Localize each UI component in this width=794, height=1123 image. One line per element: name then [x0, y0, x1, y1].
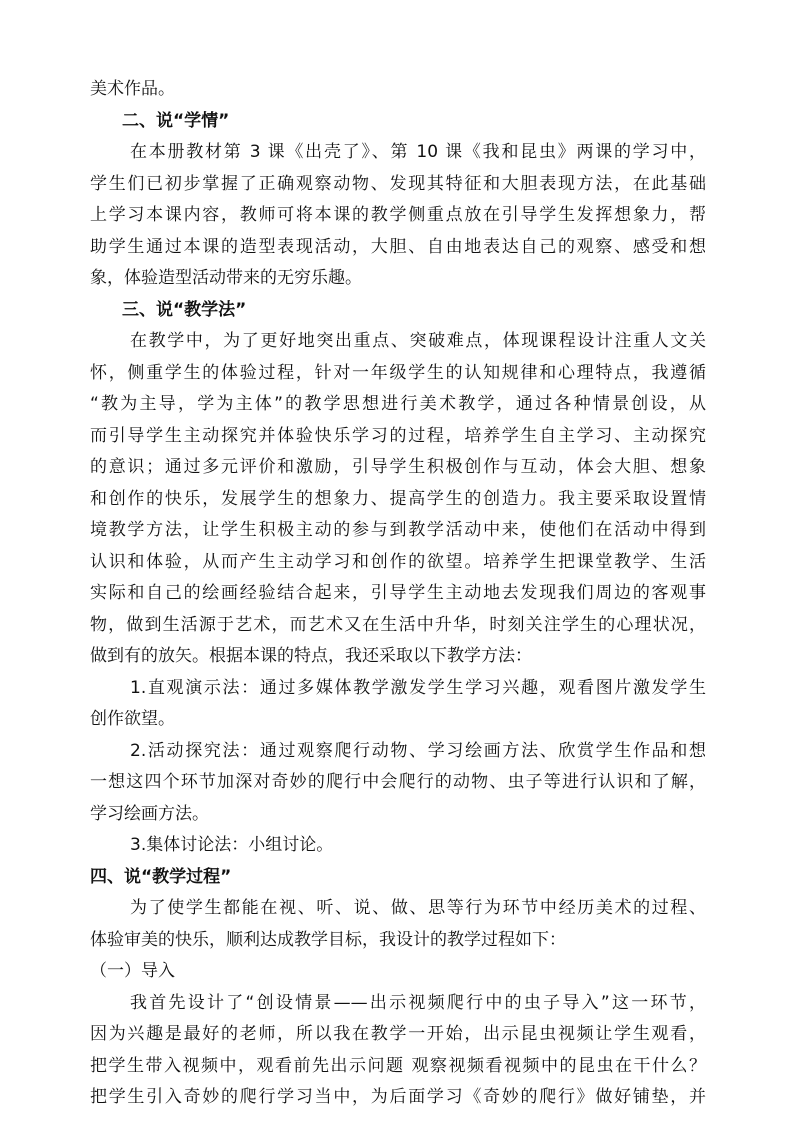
text-line: 把学生带入视频中，观看前先出示问题 观察视频看视频中的昆虫在干什么？	[90, 1055, 706, 1076]
text-line: 象，体验造型活动带来的无穷乐趣。	[90, 268, 362, 288]
text-line: 创作欲望。	[90, 709, 175, 729]
text-line: 因为兴趣是最好的老师，所以我在教学一开始，出示昆虫视频让学生观看，	[90, 1024, 706, 1044]
text-line: 我首先设计了“创设情景——出示视频爬行中的虫子导入”这一环节，	[130, 992, 706, 1013]
text-line: 做到有的放矢。根据本课的特点，我还采取以下教学方法：	[90, 646, 532, 666]
text-line: 1.直观演示法：通过多媒体教学激发学生学习兴趣，观看图片激发学生	[130, 677, 706, 698]
subsection-heading: （一）导入	[90, 961, 175, 981]
text-line: 3.集体讨论法：小组讨论。	[130, 835, 334, 855]
text-line: 学生们已初步掌握了正确观察动物、发现其特征和大胆表现方法，在此基础	[90, 173, 706, 194]
section-heading: 四、说“教学过程”	[90, 866, 232, 887]
text-line: 而引导学生主动探究并体验快乐学习的过程，培养学生自主学习、主动探究	[90, 425, 706, 446]
text-line: 上学习本课内容，教师可将本课的教学侧重点放在引导学生发挥想象力，帮	[90, 205, 706, 225]
section-heading: 三、说“教学法”	[122, 299, 247, 320]
text-line: 体验审美的快乐，顺利达成教学目标，我设计的教学过程如下：	[90, 929, 566, 950]
text-line: 助学生通过本课的造型表现活动，大胆、自由地表达自己的观察、感受和想	[90, 236, 706, 257]
text-line: 境教学方法，让学生积极主动的参与到教学活动中来，使他们在活动中得到	[90, 520, 706, 540]
text-line: 一想这四个环节加深对奇妙的爬行中会爬行的动物、虫子等进行认识和了解，	[90, 772, 706, 792]
text-line: 学习绘画方法。	[90, 803, 209, 824]
text-line: 把学生引入奇妙的爬行学习当中，为后面学习《奇妙的爬行》做好铺垫，并	[90, 1087, 706, 1107]
text-line: 怀，侧重学生的体验过程，针对一年级学生的认知规律和心理特点，我遵循	[90, 362, 706, 383]
text-line: 在教学中，为了更好地突出重点、突破难点，体现课程设计注重人文关	[130, 331, 706, 351]
text-line: 实际和自己的绘画经验结合起来，引导学生主动地去发现我们周边的客观事	[90, 583, 706, 603]
text-line: 2.活动探究法：通过观察爬行动物、学习绘画方法、欣赏学生作品和想	[130, 740, 706, 761]
text-line: 的意识；通过多元评价和激励，引导学生积极创作与互动，体会大胆、想象	[90, 457, 706, 477]
text-line: 认识和体验，从而产生主动学习和创作的欲望。培养学生把课堂教学、生活	[90, 551, 706, 572]
text-line: 物，做到生活源于艺术，而艺术又在生活中升华，时刻关注学生的心理状况，	[90, 614, 706, 635]
text-line: “教为主导，学为主体”的教学思想进行美术教学，通过各种情景创设，从	[90, 394, 706, 414]
text-line: 美术作品。	[90, 79, 175, 99]
text-line: 和创作的快乐，发展学生的想象力、提高学生的创造力。我主要采取设置情	[90, 488, 706, 509]
text-line: 为了使学生都能在视、听、说、做、思等行为环节中经历美术的过程、	[130, 898, 706, 918]
text-line: 在本册教材第 3 课《出壳了》、第 10 课《我和昆虫》两课的学习中，	[130, 142, 706, 162]
section-heading: 二、说“学情”	[122, 110, 230, 131]
